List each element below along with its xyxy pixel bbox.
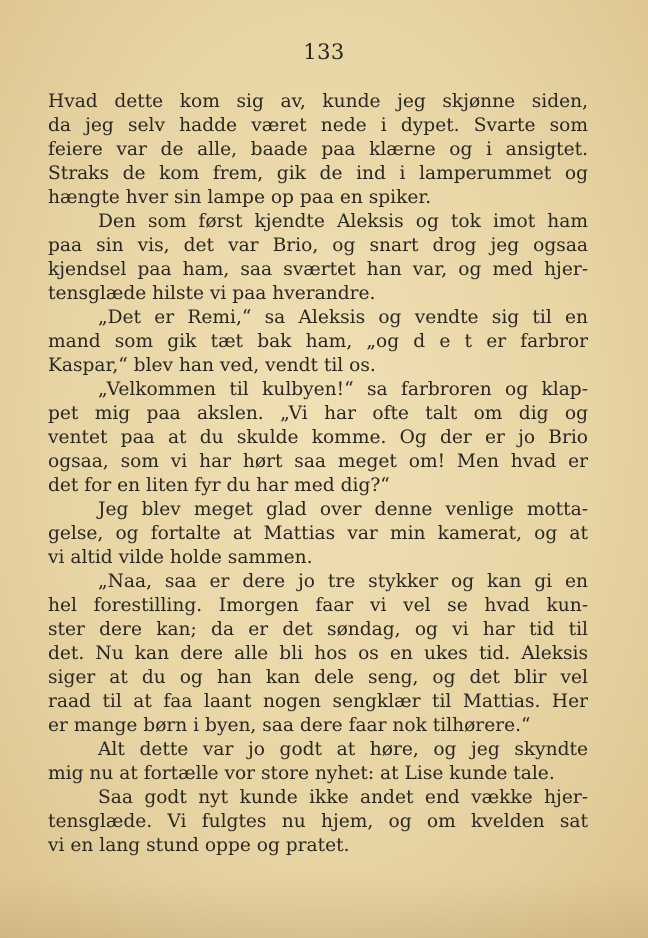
text-line: er mange børn i byen, saa dere faar nok tilhørere.“ [48, 715, 531, 736]
text-line: vi en lang stund oppe og pratet. [48, 835, 350, 856]
text-line: Den som først kjendte Aleksis og tok imot ham [98, 211, 588, 232]
text-line: raad til at faa laant nogen sengklær til Mattias. Her [48, 691, 588, 712]
text-line: tensglæde hilste vi paa hverandre. [48, 283, 376, 304]
body-text [48, 90, 588, 858]
text-line: Straks de kom frem, gik de ind i lamperummet og [48, 163, 588, 184]
text-line: det for en liten fyr du har med dig?“ [48, 475, 390, 496]
text-line: Kaspar,“ blev han ved, vendt til os. [48, 355, 376, 376]
text-line: „Velkommen til kulbyen!“ sa farbroren og klap- [98, 379, 588, 400]
text-line: da jeg selv hadde været nede i dypet. Svarte som [48, 115, 588, 136]
text-line: siger at du og han kan dele seng, og det blir vel [48, 667, 588, 688]
page-bottom-edge [0, 878, 648, 938]
text-line: vi altid vilde holde sammen. [48, 547, 313, 568]
text-line: Hvad dette kom sig av, kunde jeg skjønne siden, [48, 91, 588, 112]
text-line: hel forestilling. Imorgen faar vi vel se hvad kun- [48, 595, 588, 616]
text-line: ogsaa, som vi har hørt saa meget om! Men hvad er [48, 451, 588, 472]
text-line: ster dere kan; da er det søndag, og vi har tid til [48, 619, 588, 640]
text-line: kjendsel paa ham, saa sværtet han var, og med hjer- [48, 259, 588, 280]
text-line: „Det er Remi,“ sa Aleksis og vendte sig til en [98, 307, 588, 328]
text-line: feiere var de alle, baade paa klærne og i ansigtet. [48, 139, 588, 160]
text-line: mand som gik tæt bak ham, „og d e t er farbror [48, 331, 588, 352]
page-number: 133 [303, 40, 345, 64]
text-line: Jeg blev meget glad over denne venlige motta- [98, 499, 588, 520]
text-line: ventet paa at du skulde komme. Og der er jo Brio [48, 427, 588, 448]
text-line: paa sin vis, det var Brio, og snart drog jeg ogsaa [48, 235, 588, 256]
text-line: pet mig paa akslen. „Vi har ofte talt om dig og [48, 403, 588, 424]
text-line: mig nu at fortælle vor store nyhet: at Lise kunde tale. [48, 763, 555, 784]
text-line: Saa godt nyt kunde ikke andet end vække hjer- [98, 787, 588, 808]
text-line: Alt dette var jo godt at høre, og jeg skyndte [98, 739, 588, 760]
text-line: „Naa, saa er dere jo tre stykker og kan gi en [98, 571, 588, 592]
text-line: tensglæde. Vi fulgtes nu hjem, og om kvelden sat [48, 811, 588, 832]
text-line: det. Nu kan dere alle bli hos os en ukes tid. Aleksis [48, 643, 588, 664]
text-line: hængte hver sin lampe op paa en spiker. [48, 187, 432, 208]
text-line: gelse, og fortalte at Mattias var min kamerat, og at [48, 523, 588, 544]
